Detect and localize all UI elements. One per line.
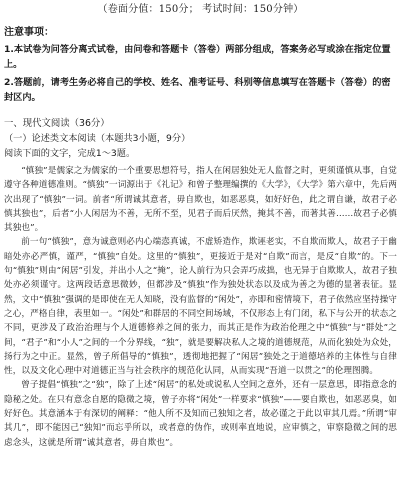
passage-paragraph-2: 前一句“慎独”，意为诚意则必内心端悫真诚，不虚矫造作，欺诬老实，不自欺而欺人，故君子于幽暗处亦必严慎，谨严，“慎独”自处。这里的“慎独”，更接近于是对“自欺”而言，是反“自欺”的。下一句“慎独”则由“闲居”引发，并出小人之“掩”，论人前行为只会弄巧成拙，也无异于自欺欺人，故君子独处亦必须谨守。这两段话意思微妙，但都涉及“慎独”作为独处状态以及成为善之为德的显著表征。显然，文中“慎独”强调的是即使在无人知晓，没有监督的“闲处”，亦即和密情境下，君子依然应坚持操守之心，严格自律，表里如一。“闲处”和群居的不同空间场域，不仅形态上有门闭，私下与公开的状态之不同，更涉及了政治治理与个人道德修养之间的张力，而其正是作为政治伦理之中“慎独”与“群处”之间，“君子”和“小人”之间的一个分界线，“独”，就是要解决私人之境的道德规范，从而化独处为众处，扬行为之中正。显然，曾子所倡导的“慎独”，透彻地把握了“闲居”独处之于道德培养的主体性与自律性，以及文化心理中对道德正当与社会秩序的规范化认同，从而实现“吾道一以贯之”的伦理图腾。	[4, 237, 397, 377]
exam-info-header: （卷面分值：150分； 考试时间：150分钟）	[97, 4, 304, 15]
subsection-title: （一）论述类文本阅读（本题共3小题，9分）	[4, 133, 191, 144]
note-item-2: 2.答题前，请考生务必将自己的学校、姓名、准考证号、科别等信息填写在答题卡（答卷）的密封区内。	[4, 77, 391, 103]
passage-paragraph-1: “慎独”是儒家之为儒家的一个重要思想符号，指人在闲居独处无人监督之时，更须谨慎从事，自觉遵守各种道德准则。“慎独”一词源出于《礼记》和曾子整理编撰的《大学》，《大学》第六章中，先后两次出现了“慎独”一词。前者“所谓诚其意者，毋自欺也，如恶恶臭，如好好色，此之谓自谦，故君子必慎其独也”，后者“小人闲居为不善，无所不至，见君子而后厌然，掩其不善，而著其善……故君子必慎其独也”。	[4, 166, 397, 234]
reading-instruction: 阅读下面的文字，完成1～3题。	[4, 148, 136, 159]
section-title: 一、现代文阅读（36分）	[4, 118, 110, 129]
note-item-1: 1.本试卷为问答分离式试卷，由问卷和答题卡（答卷）两部分组成，答案务必写或涂在指定位置上。	[4, 44, 391, 70]
notes-title: 注意事项：	[4, 27, 54, 38]
passage-paragraph-3: 曾子提倡“慎独”之“独”，除了上述“闲居”的私处或说私人空间之意外，还有一层意思，即指意念的隐秘之处。在只有意念自愿的隐微之境，曾子亦将“闲处”一样要求“慎独”——要自欺也，如恶恶臭，如好好色。其意涵本于有深切的阐释：“他人所不及知而己独知之者，故必谨之于此以审其几焉。”所谓“审其几”，即不能因己“独知”而忘乎所以，或者意的伪作，或则率直地说，应审慎之，审察隐微之间的思虑念头，这就是所谓“诚其意者，毋自欺也”。	[4, 380, 397, 448]
